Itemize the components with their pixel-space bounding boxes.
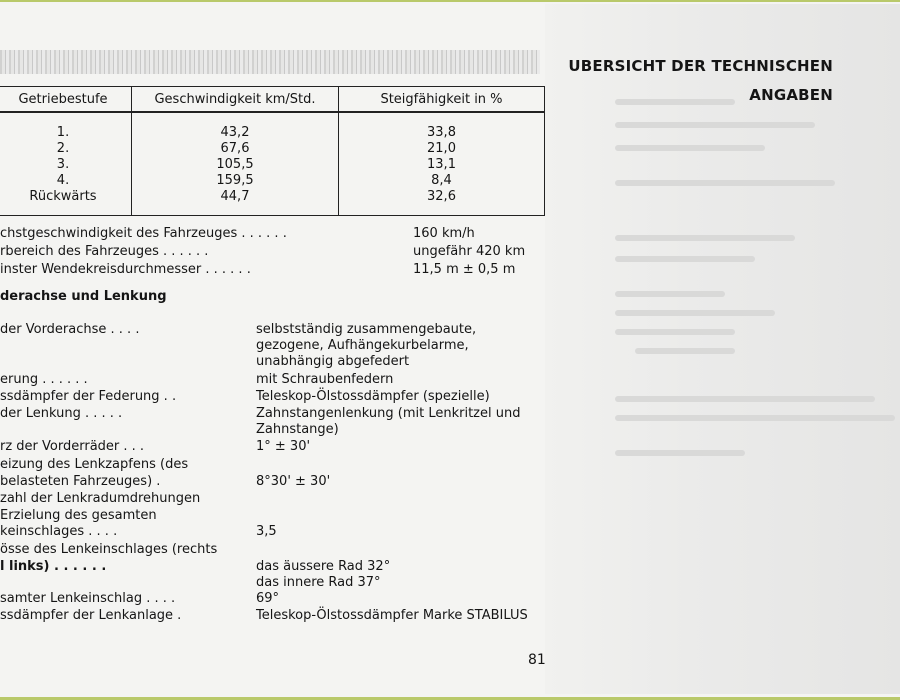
detail-label: ssdämpfer der Federung . . (0, 389, 177, 404)
detail-label: erung . . . . . . (0, 372, 88, 387)
grade-cell: 8,4 (339, 173, 545, 189)
detail-label: kеinschlages . . . . (0, 524, 118, 539)
grade-cell: 21,0 (339, 141, 545, 157)
speed-cell: 105,5 (132, 157, 339, 173)
detail-label: belasteten Fahrzeuges) . (0, 474, 161, 489)
spec-label: chstgeschwindigkeit des Fahrzeuges . . . . . . (0, 226, 287, 241)
detail-value: das innere Rad 37° (256, 575, 381, 590)
spec-value: ungefähr 420 km (413, 244, 526, 259)
detail-value: mit Schraubenfedern (256, 372, 394, 387)
spec-value: 160 km/h (413, 226, 475, 241)
header-gradeability: Steigfähigkeit in % (339, 87, 545, 113)
detail-value: 69° (256, 591, 280, 606)
detail-label: Erzielung des gesamten (0, 508, 157, 523)
table-row (0, 189, 545, 216)
gear-cell: Rückwärts (0, 189, 132, 216)
gear-table (0, 86, 545, 216)
spec-label: rbereich des Fahrzeuges . . . . . . (0, 244, 209, 259)
detail-label: ssdämpfer der Lenkanlage . (0, 608, 182, 623)
spec-value: 11,5 m ± 0,5 m (413, 262, 516, 277)
spec-label: inster Wendekreisdurchmesser . . . . . . (0, 262, 251, 277)
speed-cell: 159,5 (132, 173, 339, 189)
scan-noise-band (0, 50, 540, 74)
header-gear: Getriebestufe (0, 87, 132, 113)
detail-label: zahl der Lenkradumdrehungen (0, 491, 201, 506)
gear-cell: 3. (0, 157, 132, 173)
page-number: 81 (528, 652, 546, 668)
section-title: derachse und Lenkung (0, 289, 167, 304)
speed-cell: 43,2 (132, 112, 339, 141)
detail-value: selbstständig zusammengebaute, gezogene, Aufhängekurbelarme, unabhängig abgefedert (256, 322, 477, 369)
table-row (0, 141, 545, 157)
heading-line-2: ANGABEN (749, 86, 833, 104)
table-row (0, 157, 545, 173)
section-heading (558, 52, 833, 110)
detail-value: das äussere Rad 32° (256, 559, 391, 574)
gear-table-header (0, 87, 545, 113)
detail-label: der Lenkung . . . . . (0, 406, 123, 421)
detail-label: samter Lenkeinschlag . . . . (0, 591, 176, 606)
grade-cell: 32,6 (339, 189, 545, 216)
header-speed: Geschwindigkeit km/Std. (132, 87, 339, 113)
detail-value: Zahnstangenlenkung (mit Lenkritzel und Zahnstange) (256, 406, 521, 437)
detail-label: eizung des Lenkzapfens (des (0, 457, 189, 472)
grade-cell: 33,8 (339, 112, 545, 141)
detail-value: 1° ± 30' (256, 439, 311, 454)
table-row (0, 173, 545, 189)
speed-cell: 67,6 (132, 141, 339, 157)
grade-cell: 13,1 (339, 157, 545, 173)
gear-cell: 2. (0, 141, 132, 157)
gear-cell: 4. (0, 173, 132, 189)
detail-label: össe des Lenkeinschlages (rechts (0, 542, 218, 557)
detail-value: Teleskop-Ölstossdämpfer (spezielle) (256, 389, 490, 404)
gear-cell: 1. (0, 112, 132, 141)
heading-line-1: UBERSICHT DER TECHNISCHEN (568, 57, 833, 75)
detail-label: rz der Vorderräder . . . (0, 439, 145, 454)
speed-cell: 44,7 (132, 189, 339, 216)
detail-label: l links) . . . . . . (0, 559, 107, 574)
detail-value: 3,5 (256, 524, 277, 539)
table-row (0, 112, 545, 141)
detail-label: der Vorderachse . . . . (0, 322, 140, 337)
detail-value: Teleskop-Ölstossdämpfer Marke STABILUS (256, 608, 528, 623)
detail-value: 8°30' ± 30' (256, 474, 331, 489)
